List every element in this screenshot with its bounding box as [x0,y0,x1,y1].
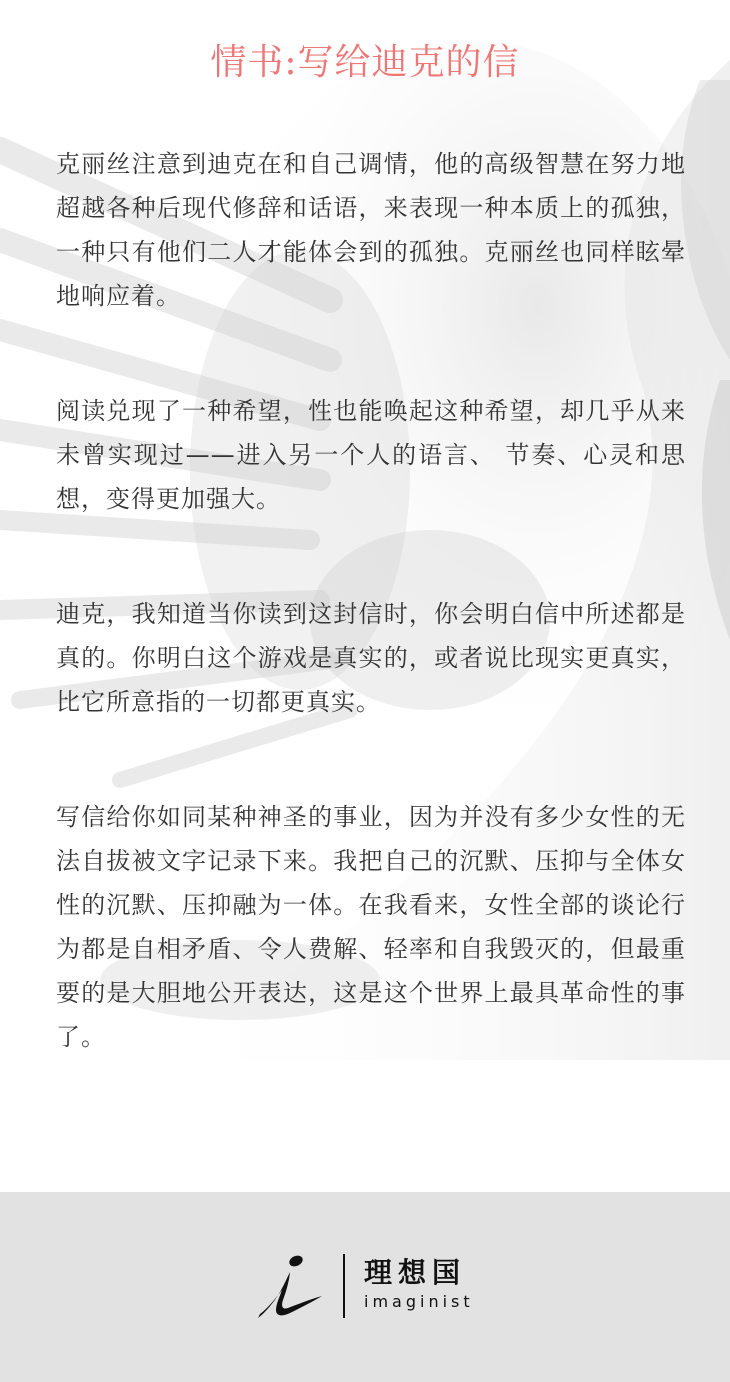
brand-name-cn: 理想国 [364,1256,467,1289]
imaginist-logo [256,1252,486,1322]
letter-title: 情书:写给迪克的信 [210,42,520,83]
paragraph-1: 克丽丝注意到迪克在和自己调情，他的高级智慧在努力地超越各种后现代修辞和话语，来表现一种本质上的孤独，一种只有他们二人才能体会到的孤独。克丽丝也同样眩晕地响应着。 [56,150,686,310]
paragraph-4: 写信给你如同某种神圣的事业，因为并没有多少女性的无法自拔被文字记录下来。我把自己的沉默、压抑与全体女性的沉默、压抑融为一体。在我看来，女性全部的谈论行为都是自相矛盾、令人费解、轻率和自我毁灭的，但最重要的是大胆地公开表达，这是这个世界上最具革命性的事了。 [56,803,686,1051]
imaginist-i-logo-icon [256,1252,328,1322]
paragraph-3: 迪克，我知道当你读到这封信时，你会明白信中所述都是真的。你明白这个游戏是真实的，或者说比现实更真实，比它所意指的一切都更真实。 [56,600,686,716]
paragraph-2: 阅读兑现了一种希望，性也能唤起这种希望，却几乎从来未曾实现过——进入另一个人的语言、 节奏、心灵和思想，变得更加强大。 [56,397,686,513]
brand-name-en: imaginist [364,1292,474,1311]
letter-body [56,142,686,1059]
footer-bar [0,1192,730,1382]
logo-divider [343,1254,345,1318]
